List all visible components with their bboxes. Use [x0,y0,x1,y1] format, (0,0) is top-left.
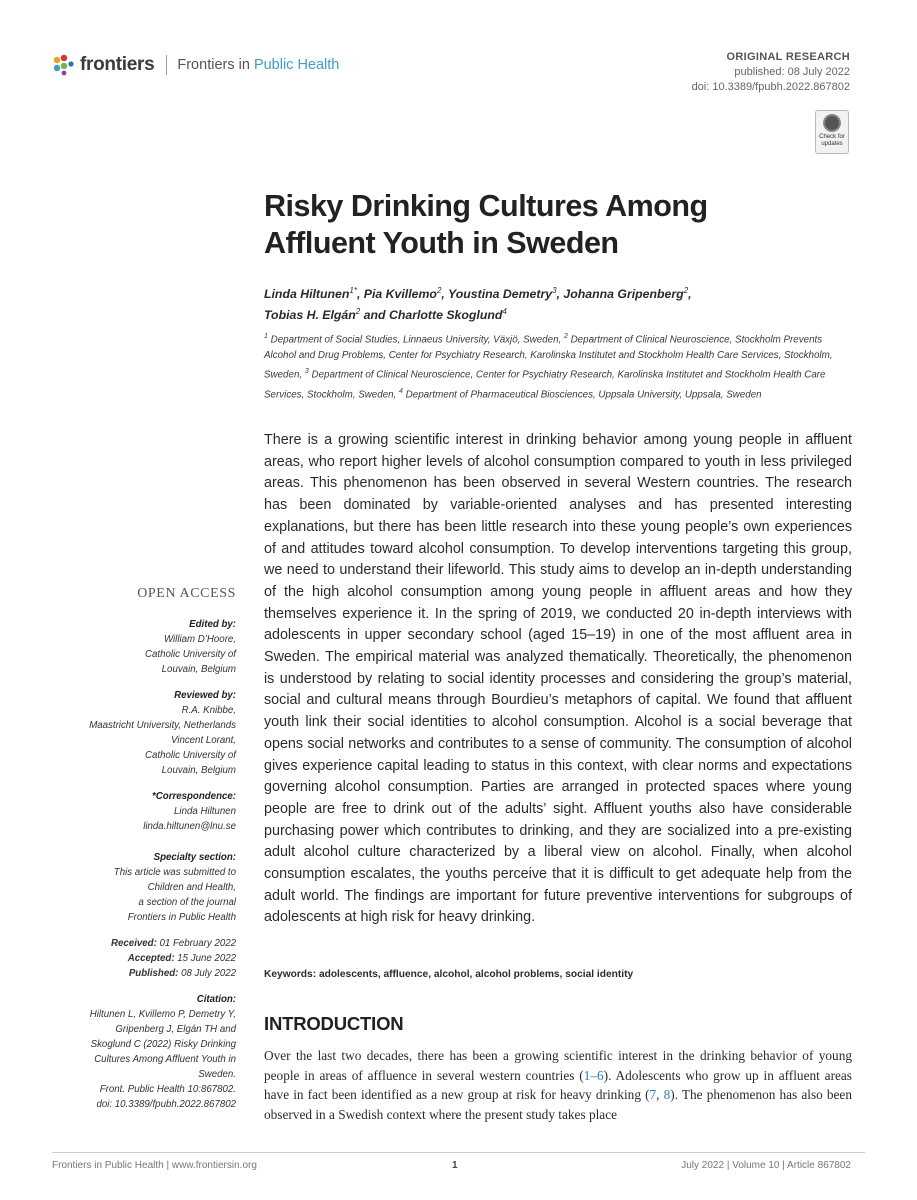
article-meta [692,50,850,95]
article-doi[interactable]: doi: 10.3389/fpubh.2022.867802 [691,81,850,93]
journal-name: Frontiers in Public Health [177,57,340,73]
citation-info: Citation: Hiltunen L, Kvillemo P, Demetry Y, Gripenberg J, Elgán TH and Skoglund C (2022) Risky Drinking Cultures Among Affluent Youth in Sweden. Front. Public Health 10:867802. doi: 10.3389/fpubh.2022.867802 [89,994,236,1110]
author-affiliations: $^1$ Department of Social Studies, Linnaeus University, Växjö, Sweden, $^2$ Department of Clinical Neuroscience, Stockholm Prevents Alcohol and Drug Problems, Center for Psychiatry Research, Karolinska Institutet and Stockholm Health Care Services, Stockholm, Sweden, $^3$ Department of Clinical Neuroscience, Center for Psychiatry Research, Karolinska Institutet and Stockholm Health Care Services, Stockholm, Sweden, $^4$ Department of Pharmaceutical Biosciences, Uppsala University, Uppsala, Sweden [264,333,833,400]
keywords [264,969,852,980]
article-type: ORIGINAL RESEARCH [726,51,850,63]
check-for-updates-badge[interactable] [815,110,849,154]
frontiers-logo-icon [52,53,76,77]
frontiers-wordmark: frontiers [80,54,155,75]
editor-info: Edited by: William D’Hoore, Catholic University of Louvain, Belgium [145,619,236,675]
journal-brand[interactable] [52,52,339,78]
keywords-values: adolescents, affluence, alcohol, alcohol problems, social identity [318,969,634,980]
keywords-label: Keywords: [264,969,317,980]
article-dates: Received: 01 February 2022 Accepted: 15 June 2022 Published: 08 July 2022 [111,938,236,979]
author-name: Pia Kvillemo [363,287,437,302]
citation-link[interactable]: 7 [649,1087,657,1103]
check-updates-label: Check for updates [819,134,845,147]
footer-divider [52,1152,865,1153]
author-name: Tobias H. Elgán [264,308,356,323]
author-name: Charlotte Skoglund [388,308,503,323]
abstract: There is a growing scientific interest in drinking behavior among young people in affluent areas, who report higher levels of alcohol consumption compared to youth in less privileged areas. This phenomenon has been observed in several Western countries. The research has been dominated by variable-oriented analyses and has presented interesting explanations, but there has been little research into these young people’s own experiences of and attitudes toward alcohol consumption. To develop interventions targeting this group, we need to understand their lifeworld. This study aims to develop an in-depth understanding of the high alcohol consumption among young people in affluent areas and how they themselves experience it. In the spring of 2019, we conducted 20 in-depth interviews with adolescents in upper secondary school (aged 15–19) in one of the most affluent area in Sweden. The empirical material was analyzed thematically. Theoretically, the phenomenon is understood by relating to social identity processes and considering the group’s material, social and cultural means through Bourdieu’s metaphors of capital. We found that affluent youth link their social identities to alcohol consumption. Alcohol is a social beverage that opens social networks and contributes to a sense of community. The consumption of alcohol gives experience capital leading to status in this context, with clear norms and expectations governing alcohol consumption. Parties are arranged in protected spaces where young people are free to drink out of the adults’ sight. Affluent youths also have considerable purchasing power which contributes to drinking, and they are socialized into a pre-existing adult alcohol culture characterized by a liberal view on alcohol. Finally, when alcohol consumption escalates, the youths perceive that it is difficult to get adequate help from the adult world. The findings are important for future preventive interventions for subgroups of adolescents at high risk for heavy drinking. [264,432,852,926]
author-name: Linda Hiltunen [264,287,350,302]
correspondence-info: *Correspondence: Linda Hiltunen linda.hiltunen@lnu.se [36,789,236,834]
specialty-section-info: Specialty section: This article was submitted to Children and Health, a section of the journal Frontiers in Public Health [113,852,236,923]
footer-issue-info: July 2022 | Volume 10 | Article 867802 [681,1160,851,1171]
open-access-label: OPEN ACCESS [137,586,236,601]
published-date: published: 08 July 2022 [734,66,850,78]
author-list: Linda Hiltunen$^{1*}$, Pia Kvillemo$^2$, Youstina Demetry$^3$, Johanna Gripenberg$^2$, Tobias H. Elgán$^2$ and Charlotte Skoglund$^4$ [264,286,692,323]
footer-journal-link[interactable]: Frontiers in Public Health | www.frontiersin.org [52,1160,257,1171]
check-updates-icon [823,114,841,132]
brand-divider [166,55,167,75]
page-number: 1 [452,1160,458,1171]
section-heading-introduction: INTRODUCTION [264,1013,404,1034]
citation-link[interactable]: 1–6 [583,1067,604,1083]
citation-link[interactable]: 8 [663,1087,671,1103]
article-title: Risky Drinking Cultures Among Affluent Youth in Sweden [264,189,708,260]
correspondence-email[interactable]: linda.hiltunen@lnu.se [143,821,236,832]
article-sidebar [36,586,236,1123]
introduction-paragraph: Over the last two decades, there has been a growing scientific interest in the drinking behavior of young people in areas of affluence in several western countries (1–6). Adolescents who grow up in affluent areas have in fact been identified as a new group at risk for heavy drinking (7, 8). The phenomenon has also been observed in a Swedish context where the present study takes place [264,1048,852,1122]
reviewer-info: Reviewed by: R.A. Knibbe, Maastricht University, Netherlands Vincent Lorant, Catholic University of Louvain, Belgium [89,690,236,776]
author-name: Johanna Gripenberg [563,287,684,302]
author-name: Youstina Demetry [448,287,553,302]
